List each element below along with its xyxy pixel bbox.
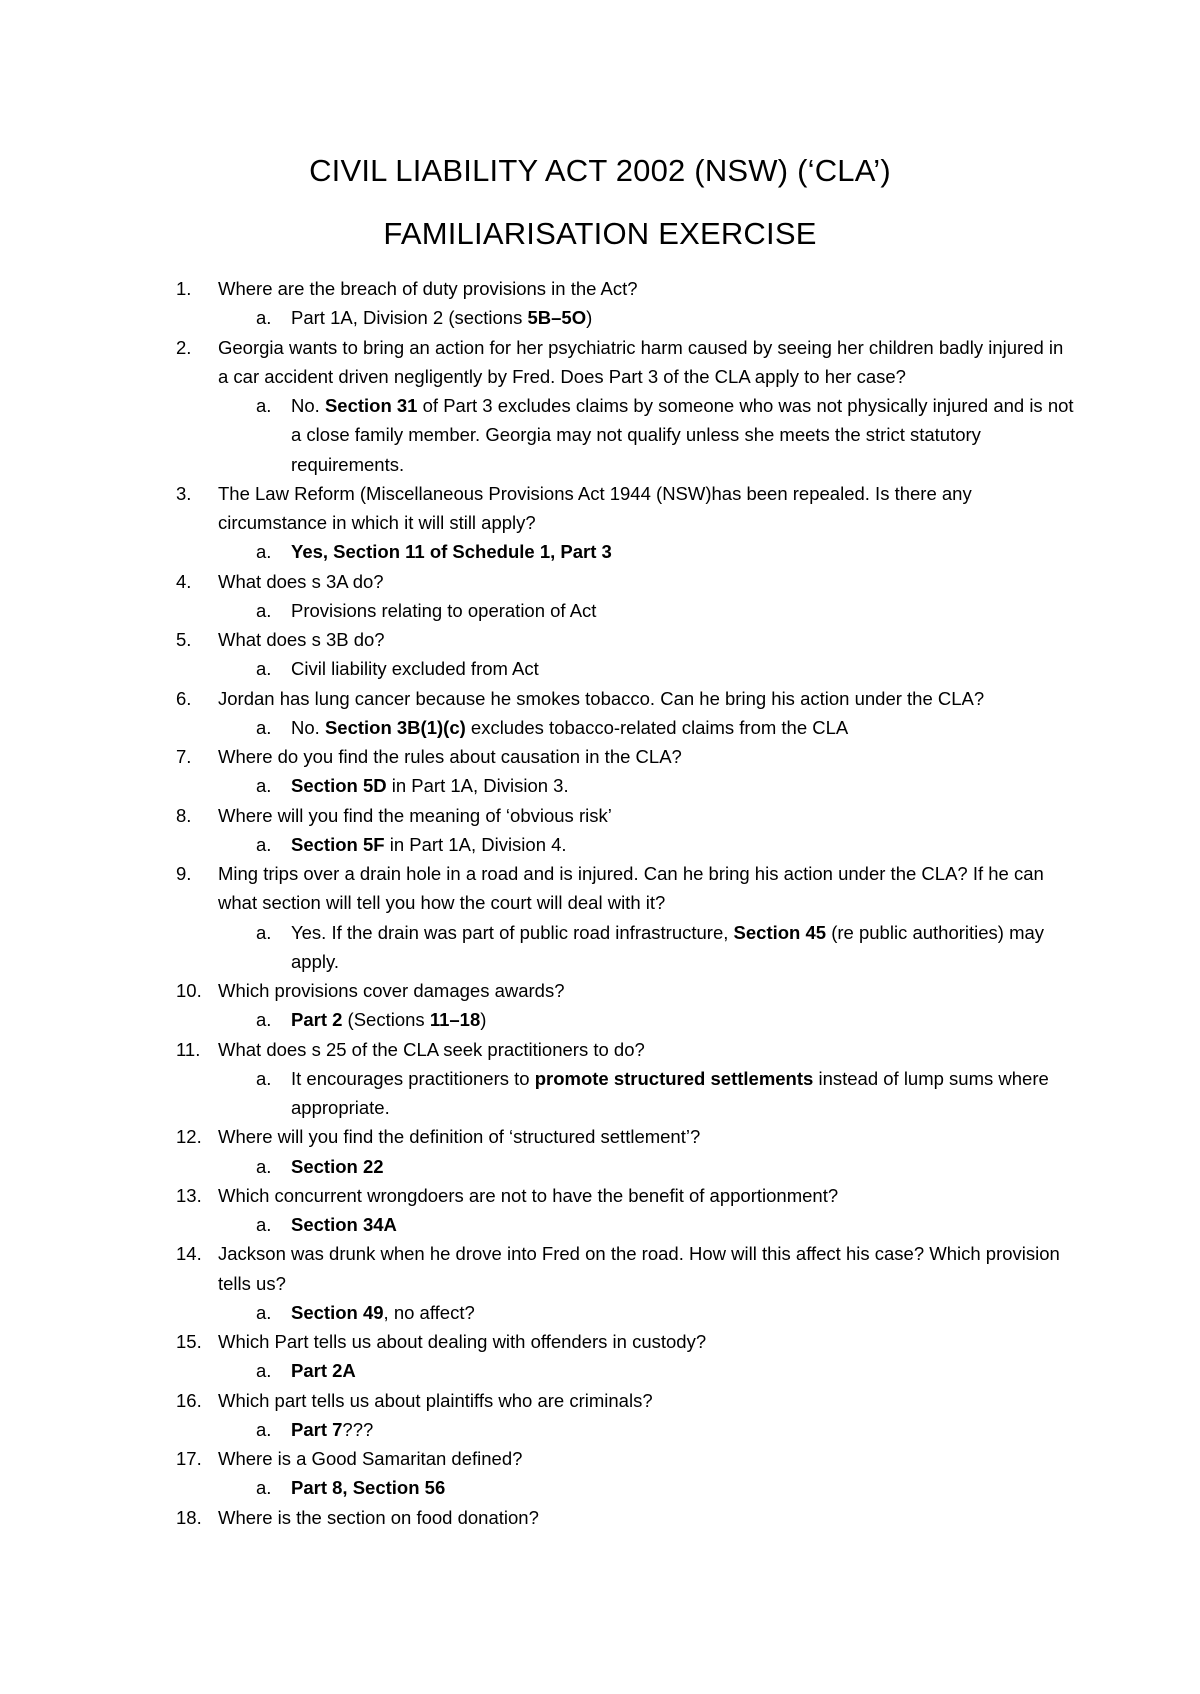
answer-text-bold: Section 34A [291,1214,397,1235]
document-title: CIVIL LIABILITY ACT 2002 (NSW) (‘CLA’) [309,153,891,188]
answer-item [176,596,1076,625]
question-number: 6. [176,687,192,709]
question-number: 2. [176,336,192,358]
answer-text-bold: Section 31 [324,395,418,416]
answer-letter: a. [256,1214,272,1235]
question-item [176,1239,1076,1298]
question-number: 15. [176,1331,202,1352]
question-item [176,859,1076,918]
question-item [176,567,1076,596]
question-item [176,1503,1076,1532]
answer-text: It encourages practitioners to [291,1067,535,1089]
question-text: Which Part tells us about dealing with offenders in custody? [218,1331,707,1352]
question-number: 14. [176,1243,202,1265]
answer-item [176,1415,1076,1444]
answer-item [176,1005,1076,1034]
answer-text-bold: Section 5F [291,833,385,855]
question-number: 4. [176,570,192,592]
answer-text-bold: promote structured settlements [534,1067,814,1089]
question-number: 3. [176,482,192,504]
answer-text: in Part 1A, Division 3. [386,775,569,797]
answer-text: ) [586,307,593,329]
answer-letter: a. [256,1360,272,1382]
question-text: Jackson was drunk when he drove into Fred on the road. How will this affect his case? Which provision tells us? [218,1243,1060,1294]
answer-item [176,713,1076,742]
answer-item [176,1356,1076,1385]
question-number: 12. [176,1126,202,1148]
question-text: Ming trips over a drain hole in a road and is injured. Can he bring his action under the CLA? If he can what section will tell you how the court will deal with it? [218,863,1044,914]
answer-text-bold: Part 2A [291,1360,356,1382]
question-text: Where are the breach of duty provisions in the Act? [218,278,638,299]
question-text: What does s 25 of the CLA seek practitioners to do? [218,1038,645,1060]
question-text: What does s 3B do? [218,629,385,650]
answer-text: excludes tobacco-related claims from the CLA [465,716,849,738]
question-item [176,1444,1076,1473]
question-text: Where will you find the meaning of ‘obvious risk’ [218,804,612,826]
answer-letter: a. [256,1418,272,1440]
answer-item [176,918,1076,977]
answer-text: No. [291,395,325,416]
question-text: Where do you find the rules about causation in the CLA? [218,746,682,767]
answer-text: Yes. If the drain was part of public road infrastructure, [291,921,734,943]
answer-item [176,654,1076,683]
answer-letter: a. [256,1155,272,1177]
answer-letter: a. [256,1301,272,1323]
answer-text: No. [291,716,325,738]
question-number: 17. [176,1448,202,1469]
answer-text: (re public authorities) may apply. [291,921,1045,972]
answer-letter: a. [256,1009,272,1031]
answer-text-bold: Section 22 [291,1155,384,1177]
answer-letter: a. [256,307,272,329]
answer-item [176,537,1076,566]
question-text: Where is a Good Samaritan defined? [218,1448,523,1469]
answer-text: Part 1A, Division 2 (sections [291,307,528,329]
answer-text: ??? [342,1418,374,1440]
answer-item [176,771,1076,800]
answer-item [176,830,1076,859]
question-text: Which part tells us about plaintiffs who are criminals? [218,1389,653,1411]
answer-text-bold: 11–18 [429,1009,481,1031]
answer-text: of Part 3 excludes claims by someone who was not physically injured and is not a close family member. Georgia may not qualify unless she meets the strict statutory requirements. [291,395,1074,475]
question-text: Which provisions cover damages awards? [218,980,565,1001]
answer-text-bold: Yes, Section 11 of Schedule 1, Part 3 [291,541,612,563]
question-item [176,742,1076,771]
document-subtitle: FAMILIARISATION EXERCISE [383,216,817,251]
question-item [176,1327,1076,1356]
answer-letter: a. [256,541,272,563]
answer-text: , no affect? [383,1301,475,1323]
question-number: 13. [176,1184,202,1206]
question-item [176,333,1076,392]
answer-item [176,391,1076,479]
answer-item [176,1064,1076,1123]
question-text: Where will you find the definition of ‘structured settlement’? [218,1126,701,1148]
answer-letter: a. [256,716,272,738]
question-item [176,625,1076,654]
question-text: Which concurrent wrongdoers are not to have the benefit of apportionment? [218,1184,839,1206]
question-text: What does s 3A do? [218,570,384,592]
question-number: 18. [176,1506,202,1528]
answer-text: ) [480,1009,487,1031]
answer-letter: a. [256,1067,272,1089]
answer-item [176,1152,1076,1181]
question-number: 5. [176,629,192,650]
answer-text-bold: Section 5D [291,775,387,797]
answer-letter: a. [256,599,272,621]
question-text: Jordan has lung cancer because he smokes tobacco. Can he bring his action under the CLA? [218,687,985,709]
answer-item [176,1473,1076,1502]
answer-item [176,303,1076,332]
answer-text-bold: Section 45 [733,921,827,943]
question-item [176,1181,1076,1210]
answer-letter: a. [256,775,272,797]
answer-text-bold: Section 49 [291,1301,384,1323]
question-item [176,976,1076,1005]
question-text: The Law Reform (Miscellaneous Provisions Act 1944 (NSW)has been repealed. Is there any circumstance in which it will still apply? [218,482,972,533]
answer-text: instead of lump sums where appropriate. [291,1067,1049,1118]
answer-text-bold: Part 7 [291,1418,343,1440]
question-number: 7. [176,746,192,767]
question-item [176,1122,1076,1151]
question-number: 11. [176,1038,201,1060]
question-number: 16. [176,1389,202,1411]
question-number: 9. [176,863,192,884]
question-item [176,801,1076,830]
answer-text: in Part 1A, Division 4. [384,833,567,855]
answer-letter: a. [256,833,272,855]
answer-text: Civil liability excluded from Act [291,658,539,680]
question-number: 8. [176,804,192,826]
answer-item [176,1298,1076,1327]
question-item [176,1386,1076,1415]
question-item [176,274,1076,303]
answer-text-bold: Section 3B(1)(c) [324,716,466,738]
question-number: 10. [176,980,202,1001]
answer-text: (Sections [342,1009,430,1031]
answer-text-bold: Part 2 [291,1009,343,1031]
answer-item [176,1210,1076,1239]
question-item [176,1035,1076,1064]
answer-letter: a. [256,1477,272,1499]
question-number: 1. [176,278,192,299]
question-text: Where is the section on food donation? [218,1506,539,1528]
answer-letter: a. [256,395,272,416]
answer-text-bold: Part 8, Section 56 [291,1477,446,1499]
question-item [176,479,1076,538]
question-text: Georgia wants to bring an action for her psychiatric harm caused by seeing her children badly injured in a car accident driven negligently by Fred. Does Part 3 of the CLA apply to her case? [218,336,1064,387]
question-list [176,274,1076,1532]
answer-text: Provisions relating to operation of Act [291,599,597,621]
question-item [176,684,1076,713]
answer-text-bold: 5B–5O [527,307,587,329]
answer-letter: a. [256,658,272,680]
answer-letter: a. [256,921,272,943]
